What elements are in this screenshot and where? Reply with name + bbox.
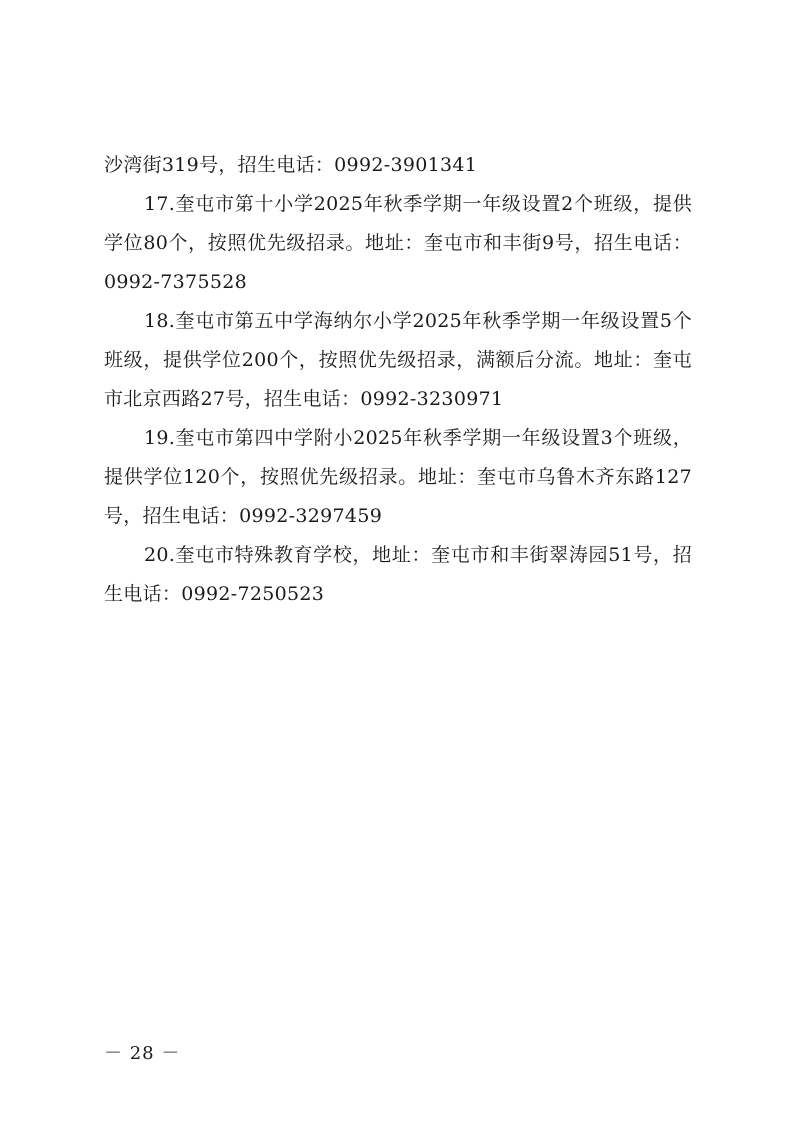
page-number: － 28 － <box>104 1043 181 1064</box>
paragraph-item-17: 17.奎屯市第十小学2025年秋季学期一年级设置2个班级，提供学位80个，按照优先级招录。地址：奎屯市和丰街9号，招生电话：0992-7375528 <box>104 193 692 293</box>
paragraph-item-18: 18.奎屯市第五中学海纳尔小学2025年秋季学期一年级设置5个班级，提供学位200个，按照优先级招录，满额后分流。地址：奎屯市北京西路27号，招生电话：0992-3230971 <box>104 310 692 410</box>
document-body <box>104 146 692 614</box>
paragraph-item-19: 19.奎屯市第四中学附小2025年秋季学期一年级设置3个班级，提供学位120个，按照优先级招录。地址：奎屯市乌鲁木齐东路127号，招生电话：0992-3297459 <box>104 427 692 527</box>
paragraph-item-20: 20.奎屯市特殊教育学校，地址：奎屯市和丰街翠涛园51号，招生电话：0992-7250523 <box>104 544 692 605</box>
paragraph-continuation: 沙湾街319号，招生电话：0992-3901341 <box>104 154 478 176</box>
